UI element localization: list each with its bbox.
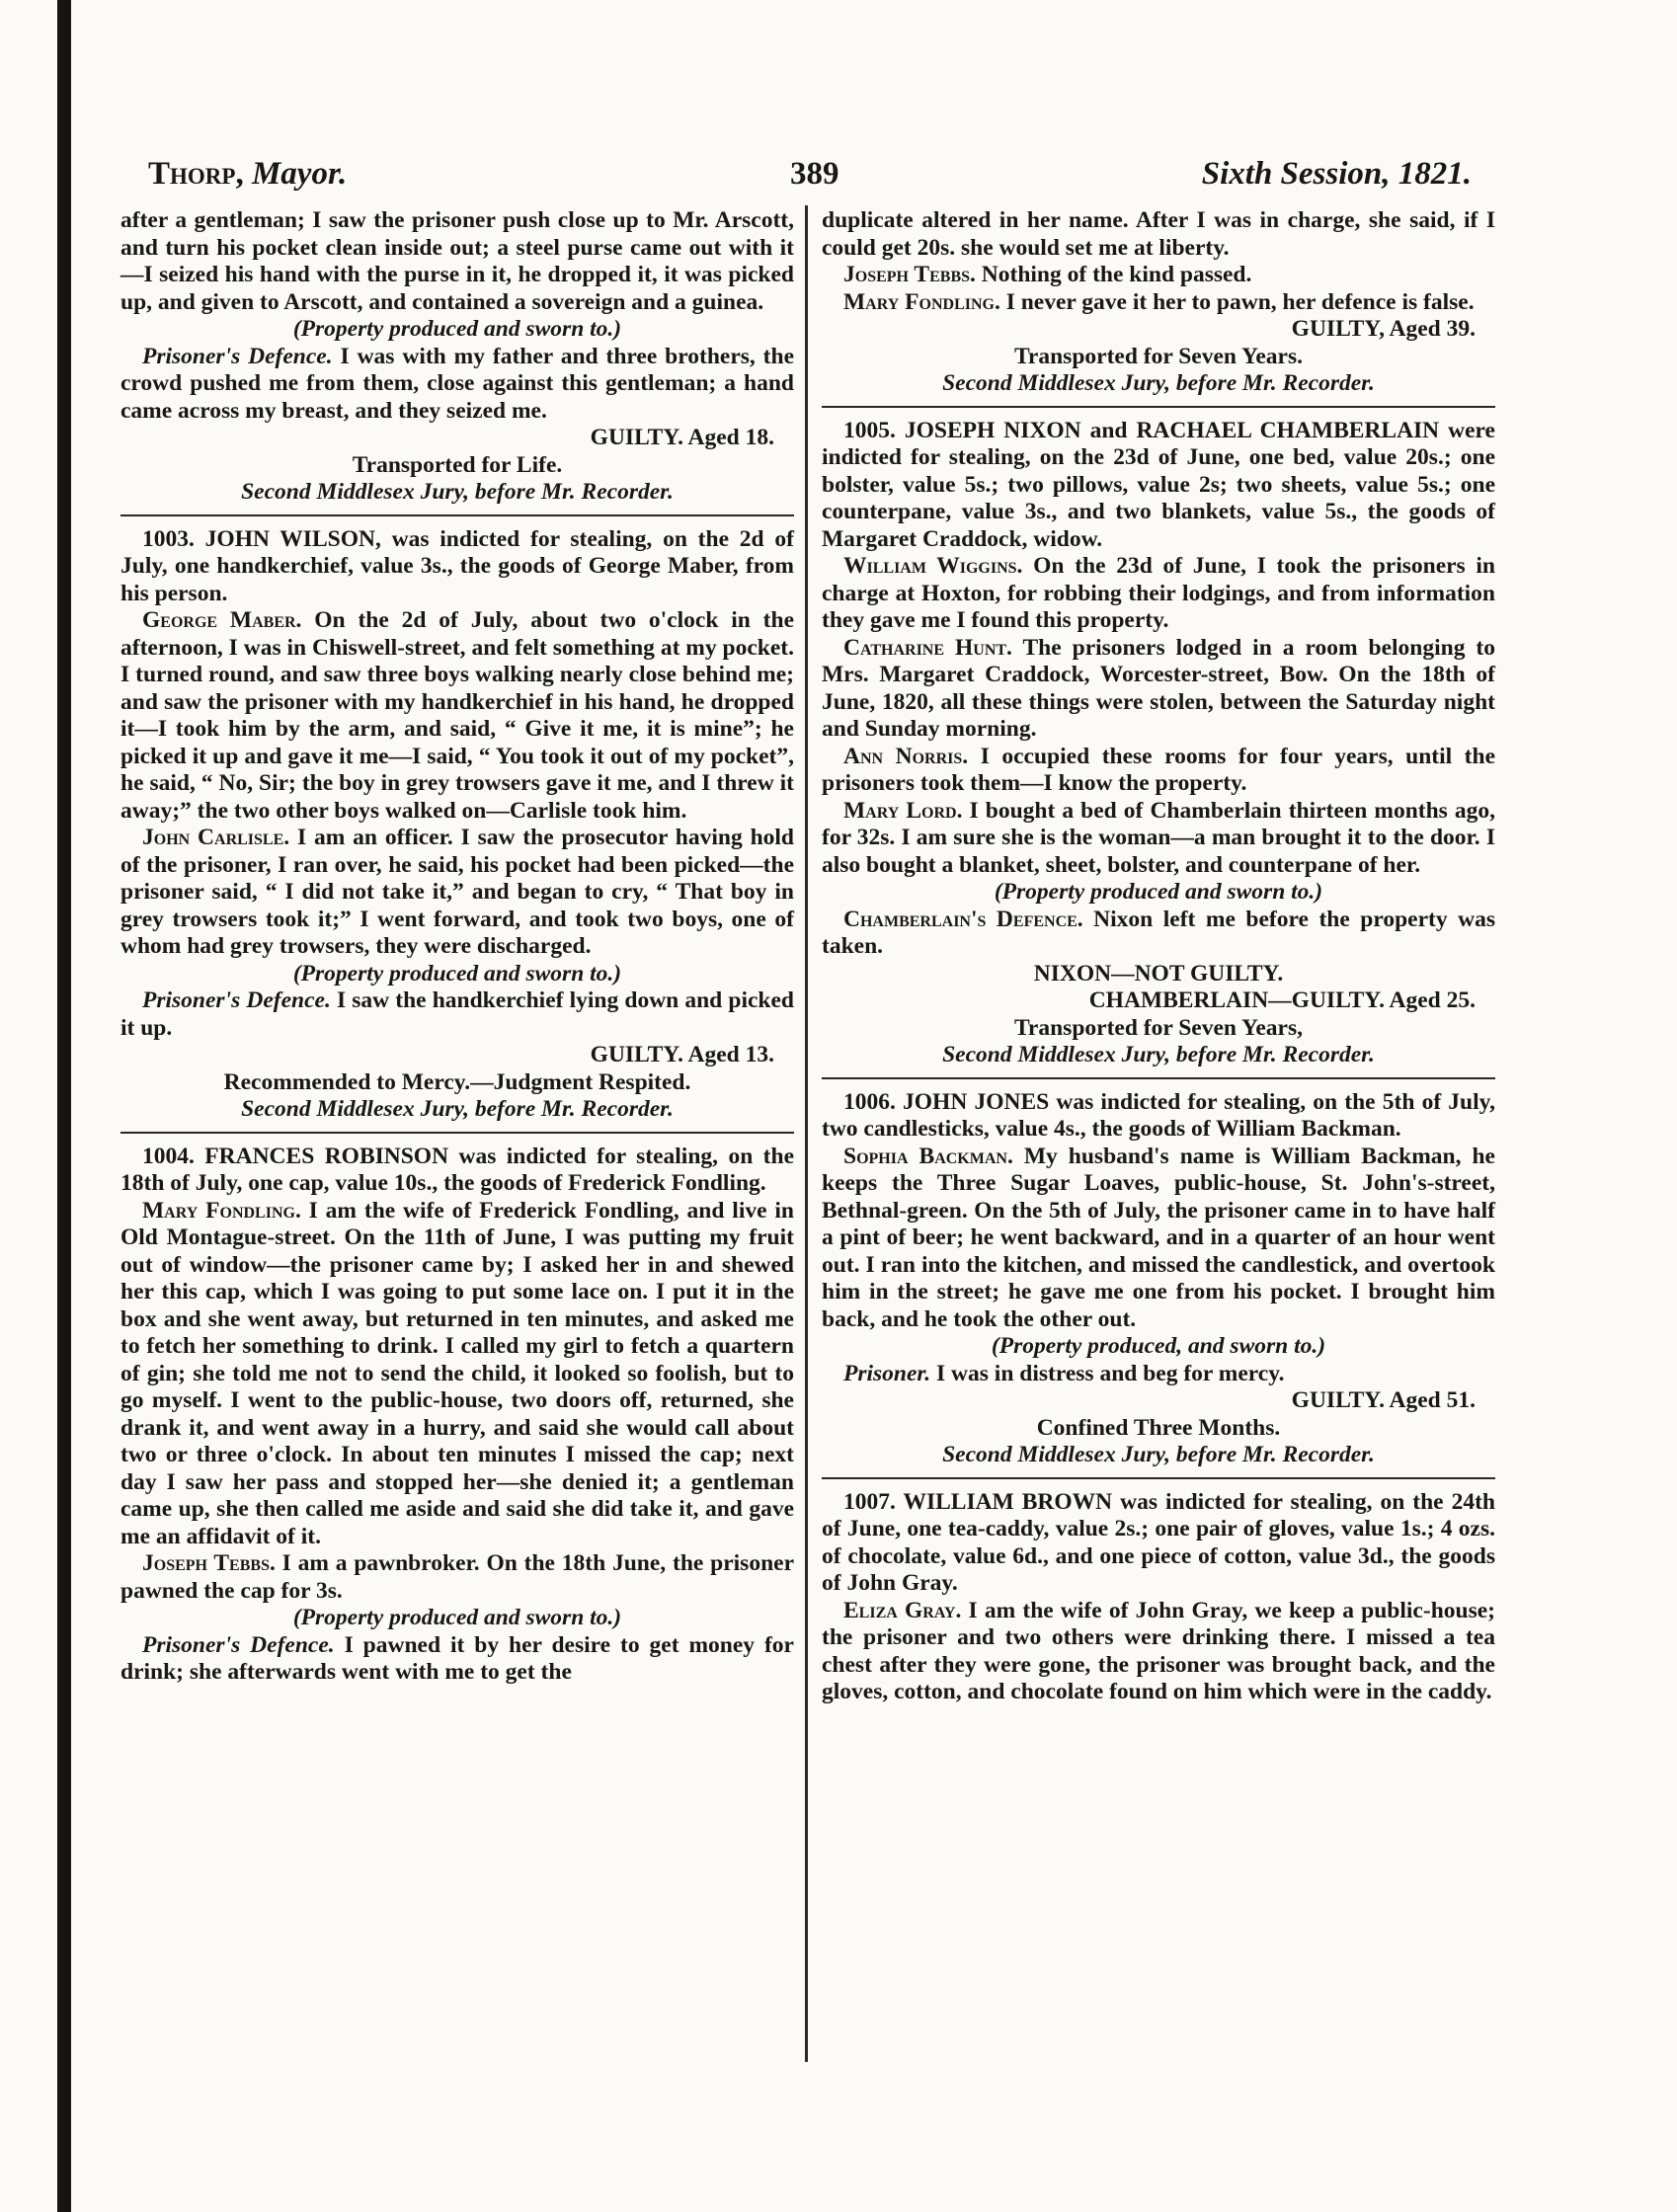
- case-heading: [822, 418, 1495, 554]
- defence: [822, 907, 1495, 961]
- case-number: 1007. WILLIAM BROWN: [843, 1488, 1113, 1515]
- case-number: 1006. JOHN JONES: [843, 1088, 1050, 1115]
- defence-text: I was with my father and three brothers, the crowd pushed me from them, close against this gentleman; a hand came across my breast, and they seized me.: [120, 343, 794, 424]
- testimony: [120, 1198, 794, 1551]
- testimony-text: I am an officer. I saw the prosecutor having hold of the prisoner, I ran over, he said, his pocket had been picked—the prisoner said, “ I did not take it,” and began to cry, “ That boy in grey trowsers took it;” I went forward, and took two boys, one of whom had grey trowsers, they were discharged.: [120, 825, 794, 959]
- case-heading: [822, 1489, 1495, 1598]
- jury: Second Middlesex Jury, before Mr. Recorder.: [942, 370, 1375, 396]
- case-divider: [822, 1077, 1495, 1079]
- witness-name: Joseph Tebbs.: [142, 1550, 276, 1576]
- paragraph: duplicate altered in her name. After I was in charge, she said, if I could get 20s. she would set me at liberty.: [822, 207, 1495, 261]
- sentence: Recommended to Mercy.—Judgment Respited.: [223, 1068, 691, 1095]
- case-text: was indicted for stealing, on the 24th of June, one tea-caddy, value 2s.; one pair of gloves, value 1s.; 4 ozs. of chocolate, value 6d., and one piece of cotton, value 3d., the goods of John Gray.: [822, 1488, 1495, 1596]
- case-divider: [120, 1132, 794, 1134]
- testimony-text: I never gave it her to pawn, her defence is false.: [999, 288, 1475, 315]
- defence: [120, 1632, 794, 1687]
- testimony-text: I am a pawnbroker. On the 18th June, the prisoner pawned the cap for 3s.: [120, 1550, 794, 1604]
- witness-name: Sophia Backman.: [843, 1143, 1013, 1169]
- case-number: 1005. JOSEPH NIXON and RACHAEL CHAMBERLAIN: [843, 417, 1440, 443]
- property-note: (Property produced, and sworn to.): [991, 1333, 1326, 1359]
- case-number: 1004. FRANCES ROBINSON: [142, 1143, 449, 1169]
- testimony: [120, 1550, 794, 1605]
- witness-name: Catharine Hunt.: [843, 634, 1012, 661]
- testimony-text: I am the wife of Frederick Fondling, and live in Old Montague-street. On the 11th of June, I was putting my fruit out of window—the prisoner came by; I asked her in and shewed her this cap, which I was going to put some lace on. I put it in the box and she went away, but returned in ten minutes, and asked me to fetch her something to drink. I called my girl to fetch a quartern of gin; she told me not to send the child, it looked so foolish, but to go myself. I went to the public-house, two doors off, returned, she drank it, and went away in a hurry, and said she would call about two or three o'clock. In about ten minutes I missed the cap; next day I saw her pass and stopped her—she denied it; a gentleman came up, she then called me aside and said she did take it, and gave me an affidavit of it.: [120, 1197, 794, 1549]
- running-header: [148, 156, 1472, 199]
- testimony-text: I bought a bed of Chamberlain thirteen months ago, for 32s. I am sure she is the woman—a man brought it to the door. I also bought a blanket, sheet, bolster, and counterpane of her.: [822, 797, 1496, 878]
- sentence: Confined Three Months.: [1036, 1414, 1281, 1441]
- testimony: [822, 798, 1495, 880]
- defence: [822, 1361, 1495, 1388]
- header-mayor: Thorp, Mayor.: [148, 156, 348, 192]
- verdict: NIXON—NOT GUILTY.: [1033, 960, 1284, 987]
- case-divider: [822, 1477, 1495, 1479]
- witness-name: John Carlisle.: [142, 825, 290, 850]
- case-text: were indicted for stealing, on the 23d of June, one bed, value 20s.; one bolster, value 5s.; two pillows, value 2s; two sheets, value 5s.; one counterpane, value 3s., and two blankets, value 5s., the goods of Margaret Craddock, widow.: [822, 417, 1495, 552]
- sentence: Transported for Life.: [352, 451, 563, 478]
- case-text: was indicted for stealing, on the 5th of July, two candlesticks, value 4s., the goods of William Backman.: [822, 1088, 1495, 1142]
- sentence: Transported for Seven Years,: [1014, 1014, 1303, 1041]
- testimony: [822, 553, 1495, 635]
- testimony: [822, 1144, 1495, 1334]
- property-note: (Property produced and sworn to.): [292, 1605, 622, 1630]
- verdict: GUILTY, Aged 39.: [1291, 316, 1476, 342]
- page-number: 389: [790, 156, 839, 192]
- case-divider: [822, 406, 1495, 408]
- jury: Second Middlesex Jury, before Mr. Recorder.: [241, 1096, 674, 1122]
- testimony: [822, 1598, 1495, 1706]
- page-edge-shadow: [57, 0, 71, 2212]
- defence: [120, 988, 794, 1042]
- defence-text: Nixon left me before the property was taken.: [822, 906, 1495, 959]
- defence-label: Prisoner.: [843, 1360, 931, 1386]
- jury: Second Middlesex Jury, before Mr. Recorder.: [241, 479, 674, 505]
- defence: [120, 344, 794, 426]
- defence-text: I was in distress and beg for mercy.: [930, 1360, 1285, 1386]
- testimony: [120, 825, 794, 961]
- case-text: was indicted for stealing, on the 2d of July, one handkerchief, value 3s., the goods of George Maber, from his person.: [120, 525, 794, 606]
- jury: Second Middlesex Jury, before Mr. Recorder.: [942, 1442, 1375, 1467]
- defence-label: Chamberlain's Defence.: [843, 906, 1083, 932]
- testimony-text: I am the wife of John Gray, we keep a public-house; the prisoner and two others were drinking there. I missed a tea chest after they were gone, the prisoner was brought back, and the gloves, cotton, and chocolate found on him which were in the caddy.: [822, 1597, 1495, 1704]
- defence-label: Prisoner's Defence.: [142, 988, 331, 1013]
- left-column: [120, 207, 794, 1687]
- testimony: [822, 262, 1495, 289]
- defence-label: Prisoner's Defence.: [142, 343, 333, 369]
- testimony: [822, 289, 1495, 317]
- case-divider: [120, 514, 794, 516]
- property-note: (Property produced and sworn to.): [292, 316, 622, 342]
- verdict: CHAMBERLAIN—GUILTY. Aged 25.: [1088, 988, 1476, 1013]
- column-divider: [805, 205, 808, 2062]
- testimony-text: I occupied these rooms for four years, until the prisoners took them—I know the property.: [822, 743, 1496, 796]
- verdict: GUILTY. Aged 51.: [1291, 1387, 1476, 1413]
- verdict: GUILTY. Aged 18.: [590, 425, 774, 450]
- jury: Second Middlesex Jury, before Mr. Recorder.: [942, 1042, 1375, 1067]
- case-heading: [822, 1089, 1495, 1144]
- testimony-text: My husband's name is William Backman, he keeps the Three Sugar Loaves, public-house, St. John's-street, Bethnal-green. On the 5th of July, the prisoner came in to have half a pint of beer; he went backward, and in a quarter of an hour went out. I ran into the kitchen, and missed the candlestick, and overtook him in the street; he gave me one from his pocket. I brought him back, and he took the other out.: [822, 1143, 1495, 1332]
- witness-name: William Wiggins.: [843, 553, 1023, 579]
- testimony: [822, 744, 1495, 798]
- testimony-text: On the 2d of July, about two o'clock in the afternoon, I was in Chiswell-street, and felt something at my pocket. I turned round, and saw three boys walking nearly close behind me; and saw the prisoner with my handkerchief in his hand, he dropped it—I took him by the arm, and said, “ Give it me, it is mine”; he picked it up and gave it me—I said, “ You took it out of my pocket”, he said, “ No, Sir; the boy in grey trowsers gave it me, and I threw it away;” the two other boys walked on—Carlisle took him.: [120, 607, 795, 824]
- case-number: 1003. JOHN WILSON,: [142, 525, 381, 552]
- testimony-text: On the 23d of June, I took the prisoners in charge at Hoxton, for robbing their lodgings, and from information they gave me I found this property.: [822, 553, 1496, 633]
- case-text: was indicted for stealing, on the 18th of July, one cap, value 10s., the goods of Frederick Fondling.: [120, 1143, 795, 1196]
- testimony: [822, 635, 1495, 744]
- case-heading: [120, 1144, 794, 1198]
- witness-name: Eliza Gray.: [843, 1597, 962, 1623]
- property-note: (Property produced and sworn to.): [292, 960, 622, 987]
- witness-name: Ann Norris.: [843, 743, 969, 769]
- testimony-text: Nothing of the kind passed.: [975, 262, 1252, 287]
- defence-text: I pawned it by her desire to get money for drink; she afterwards went with me to get the: [120, 1631, 794, 1685]
- witness-name: George Maber.: [142, 607, 302, 633]
- right-column: [822, 207, 1495, 1706]
- witness-name: Joseph Tebbs.: [843, 262, 976, 287]
- defence-text: I saw the handkerchief lying down and picked it up.: [120, 988, 794, 1041]
- defence-label: Prisoner's Defence.: [142, 1631, 335, 1658]
- testimony: [120, 607, 794, 825]
- case-heading: [120, 526, 794, 608]
- witness-name: Mary Lord.: [843, 797, 963, 824]
- mayor-title: Mayor.: [251, 156, 348, 192]
- session-label: Sixth Session, 1821.: [1201, 156, 1472, 192]
- property-note: (Property produced and sworn to.): [994, 879, 1323, 905]
- witness-name: Mary Fondling.: [142, 1197, 301, 1224]
- paragraph: after a gentleman; I saw the prisoner push close up to Mr. Arscott, and turn his pocket clean inside out; a steel purse came out with it—I seized his hand with the purse in it, he dropped it, it was picked up, and given to Arscott, and contained a sovereign and a guinea.: [120, 207, 794, 315]
- verdict: GUILTY. Aged 13.: [590, 1042, 774, 1067]
- witness-name: Mary Fondling.: [843, 288, 1000, 315]
- mayor-name: Thorp: [148, 156, 236, 192]
- sentence: Transported for Seven Years.: [1014, 343, 1303, 369]
- testimony-text: The prisoners lodged in a room belonging to Mrs. Margaret Craddock, Worcester-street, Bow. On the 18th of June, 1820, all these things were stolen, between the Saturday night and Sunday morning.: [822, 634, 1496, 742]
